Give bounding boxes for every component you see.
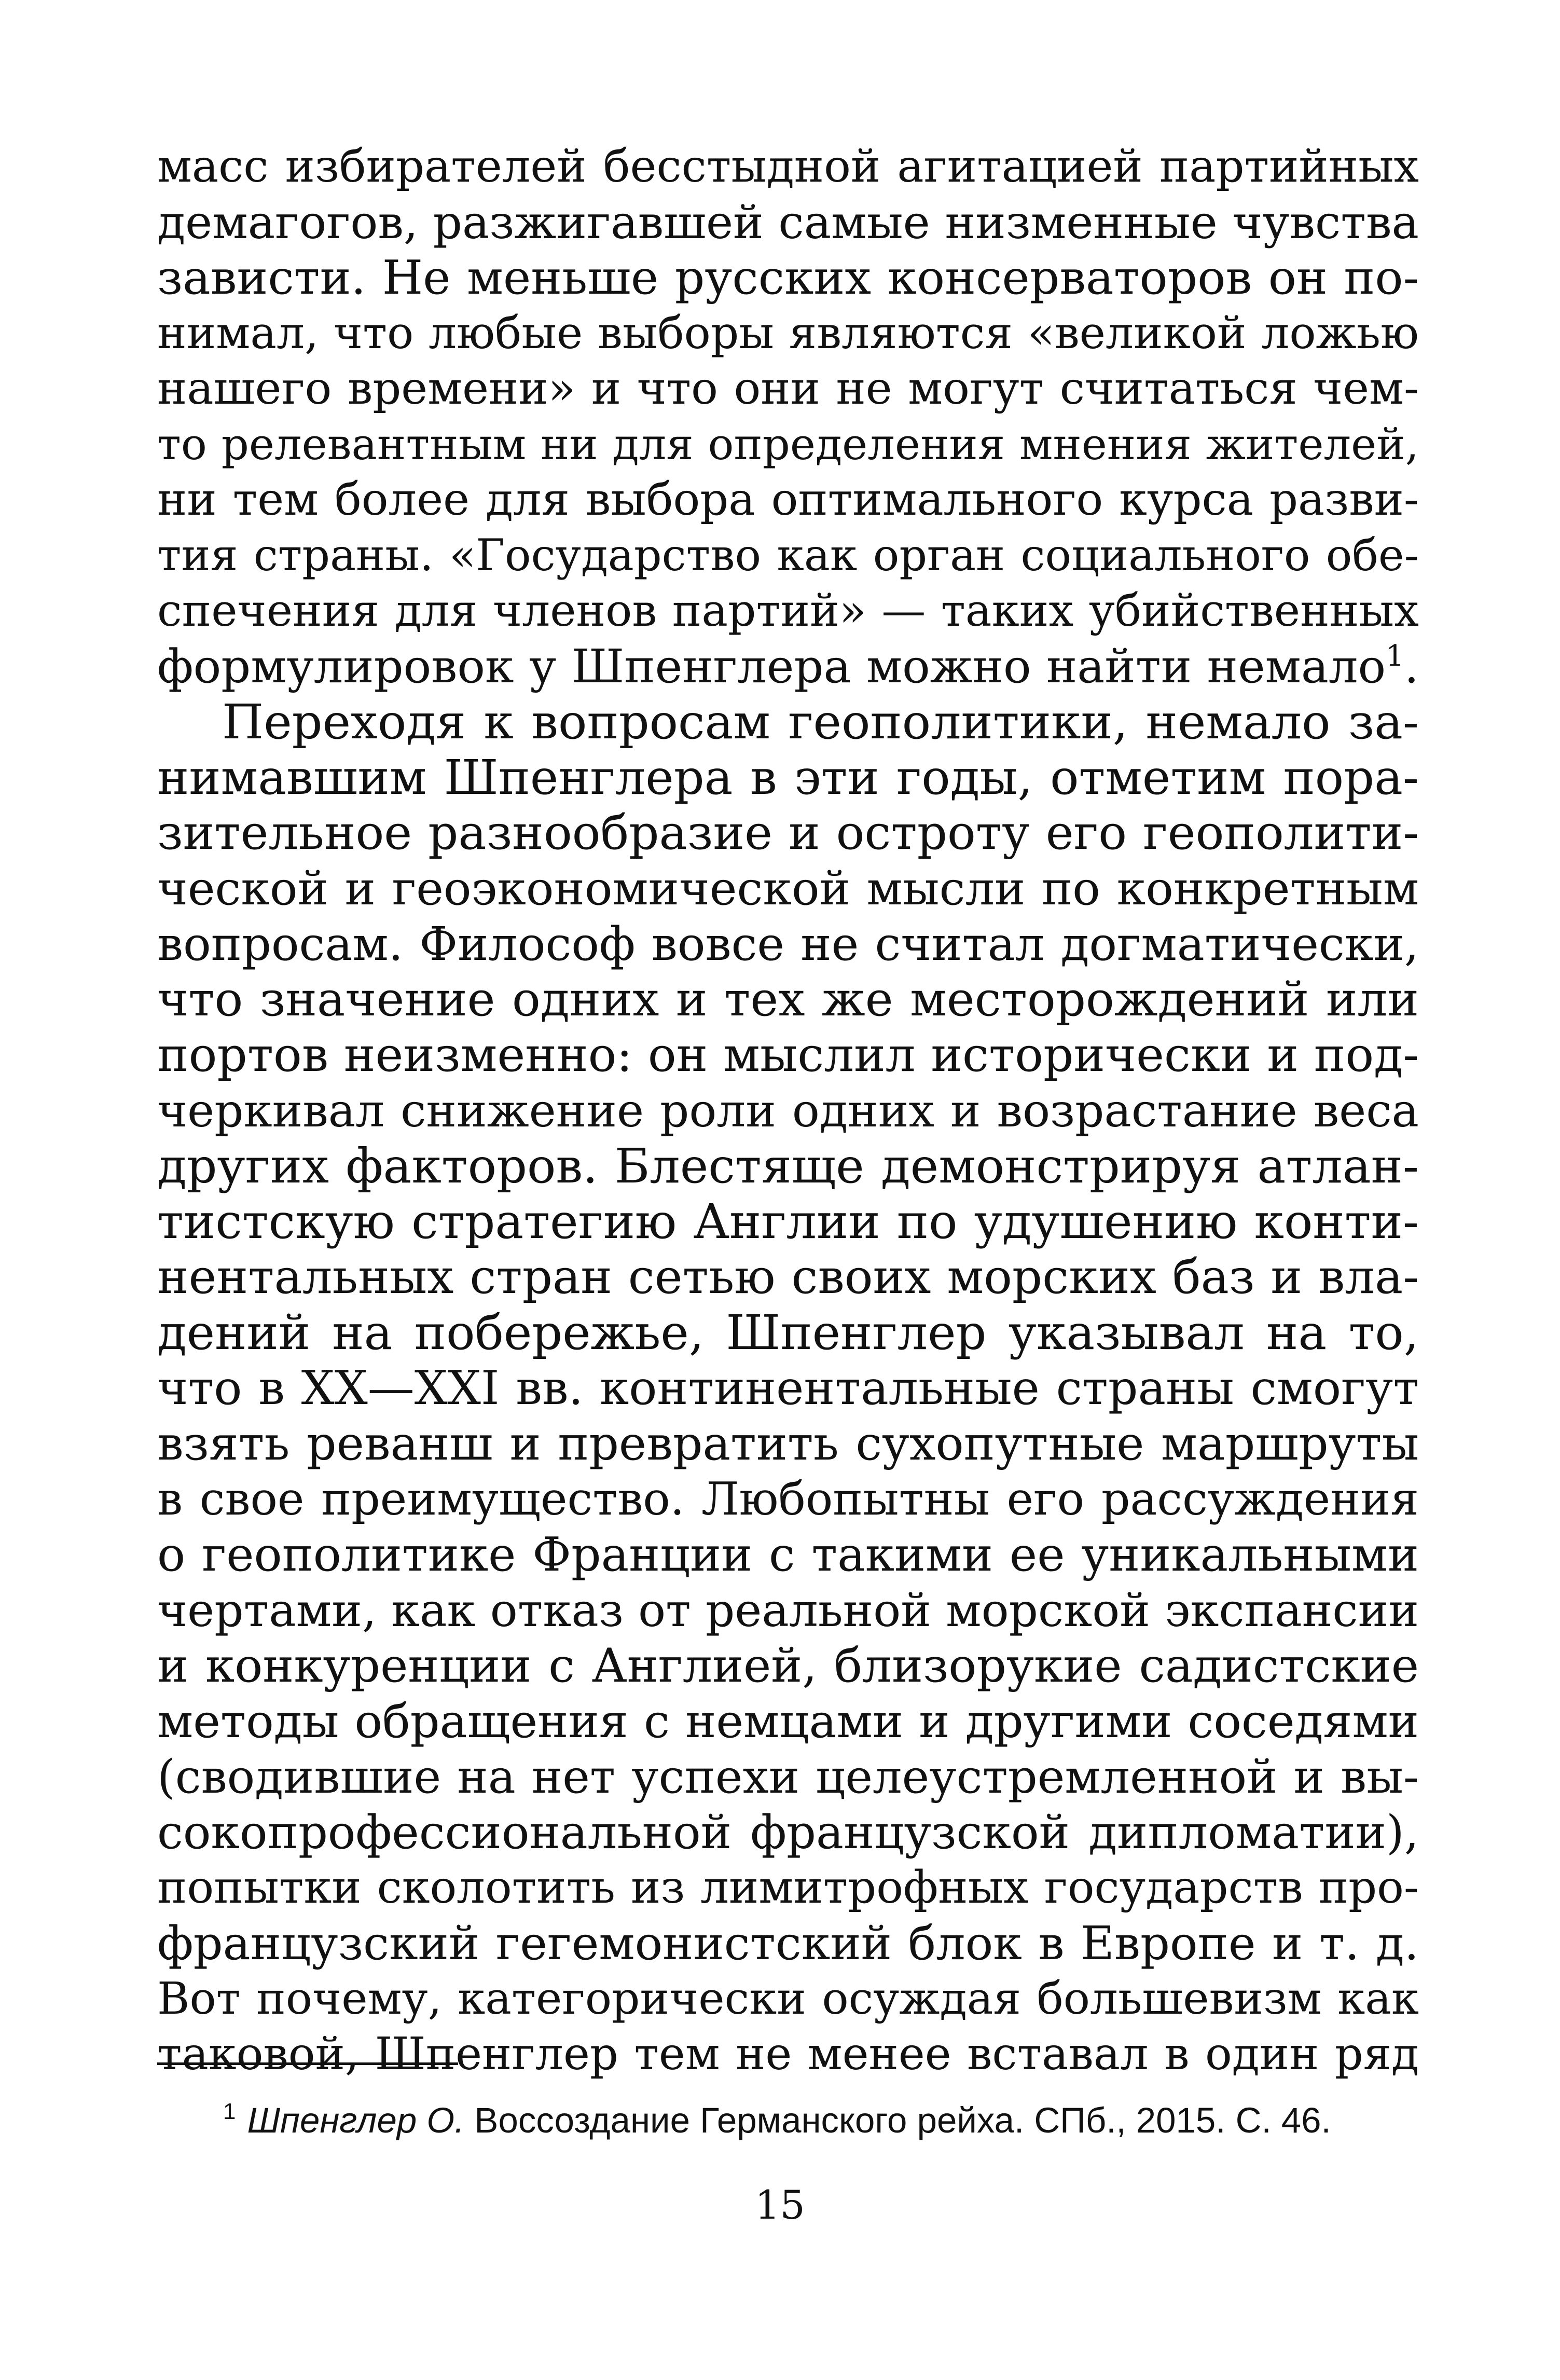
text-line: нентальных стран сетью своих морских баз и вла- (157, 1250, 1419, 1304)
sentence-end: . (1404, 639, 1419, 693)
footnote-text: Воссоздание Германского рейха. СПб., 2015. С. 46. (464, 2100, 1331, 2140)
text-line: попытки сколотить из лимитрофных государств про- (157, 1862, 1419, 1914)
text-line: таковой, Шпенглер тем не менее вставал в один ряд (157, 2028, 1419, 2080)
footnote-reference: 1 (1386, 639, 1404, 673)
page-number: 15 (755, 2182, 805, 2228)
text-line: вопросам. Философ вовсе не считал догматически, (157, 917, 1419, 971)
text-line: черкивал снижение роли одних и возрастание веса (157, 1084, 1419, 1137)
text-line: зависти. Не меньше русских консерваторов он по- (157, 251, 1419, 305)
text-line-with-footnote-ref (157, 639, 1419, 694)
text-line: взять реванш и превратить сухопутные маршруты (157, 1416, 1419, 1471)
text-line: нимавшим Шпенглера в эти годы, отметим пора- (157, 750, 1419, 805)
text-line: нимал, что любые выборы являются «великой ложью (157, 308, 1419, 359)
text-line: других факторов. Блестяще демонстрируя атлан- (157, 1138, 1419, 1194)
text-line: и конкуренции с Англией, близорукие садистские (157, 1639, 1419, 1693)
text-line: дений на побережье, Шпенглер указывал на то, (157, 1305, 1419, 1360)
text-line: ческой и геоэкономической мысли по конкретным (157, 861, 1419, 915)
text-line: масс избирателей бесстыдной агитацией партийных (157, 141, 1419, 192)
text-line: тистскую стратегию Англии по удушению конти- (157, 1194, 1419, 1249)
text-line: сокопрофессиональной французской дипломатии), (157, 1805, 1419, 1859)
text-line: то релевантным ни для определения мнения жителей, (157, 419, 1419, 470)
text-line: методы обращения с немцами и другими соседями (157, 1694, 1419, 1748)
paragraph-start-line: Переходя к вопросам геополитики, немало за- (222, 694, 1419, 750)
text-line: спечения для членов партий» — таких убийственных (157, 585, 1419, 637)
body-text (157, 139, 1419, 2082)
text-line: (сводившие на нет успехи целеустремленной и вы- (157, 1750, 1419, 1804)
text-line: в свое преимущество. Любопытны его рассуждения (157, 1473, 1419, 1525)
text-line-content: формулировок у Шпенглера можно найти немало (157, 639, 1386, 693)
text-line: демагогов, разжигавшей самые низменные чувства (157, 196, 1419, 249)
text-line: французский гегемонистский блок в Европе и т. д. (157, 1916, 1419, 1970)
text-line: чертами, как отказ от реальной морской экспансии (157, 1584, 1419, 1637)
text-line: тия страны. «Государство как орган социального обе- (157, 530, 1419, 581)
text-line: нашего времени» и что они не могут считаться чем- (157, 363, 1419, 415)
text-line: зительное разнообразие и остроту его геополити- (157, 806, 1419, 860)
footnote-divider (157, 2062, 458, 2065)
footnote-mark: 1 (223, 2099, 236, 2124)
text-line: о геополитике Франции с такими ее уникальными (157, 1528, 1419, 1582)
text-line: Вот почему, категорически осуждая большевизм как (157, 1973, 1419, 2025)
text-line: портов неизменно: он мыслил исторически и под- (157, 1028, 1419, 1082)
text-line: ни тем более для выбора оптимального курса разви- (157, 474, 1419, 526)
footnote-author: Шпенглер О. (247, 2100, 465, 2140)
text-line: что значение одних и тех же месторождений или (157, 972, 1419, 1027)
text-line: что в XX—XXI вв. континентальные страны смогут (157, 1361, 1419, 1415)
footnote (223, 2097, 1419, 2144)
